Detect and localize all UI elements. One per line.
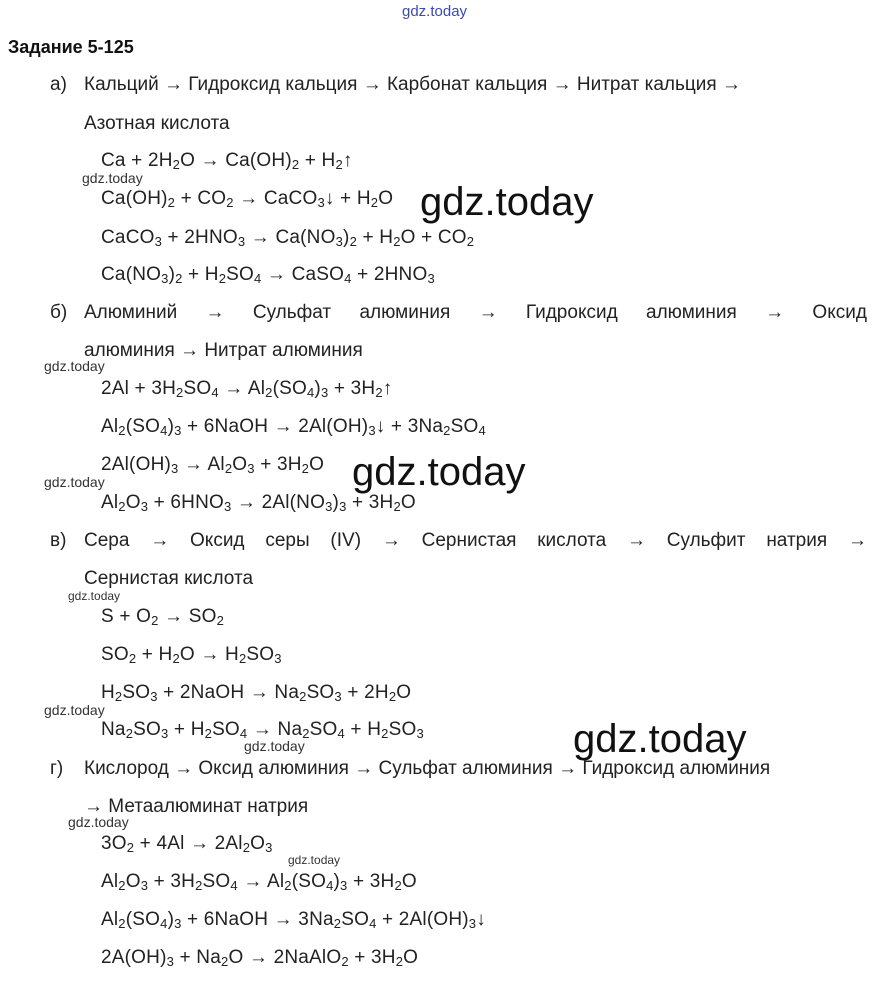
chain-word: алюминия [646,302,737,323]
section-a-marker: а) [50,74,67,95]
section-b-marker: б) [50,302,68,323]
equation: $Ca + 2H_2O \to Ca(OH)_2$ + $H_2↑$ [101,150,353,172]
watermark: gdz.today [44,474,105,490]
chain-word: кислота [537,530,607,551]
equation: $Al_2(SO_4)_3$ + 6NaOH → $2Al(OH)_3↓ + 3Na_2SO_4$ [101,416,486,438]
equation: $Ca(OH)_2 + CO_2$ → CaCO$_3$↓ + $H_2O$ [101,188,394,210]
chain-word: Гидроксид [525,302,618,323]
equation: $3O_2 + 4Al \to 2Al_2O_3$ [101,833,273,855]
equation: $SO_2 + H_2O \to H_2SO_3$ [101,644,282,666]
arrow-icon: → [847,530,867,551]
task-title: Задание 5-125 [8,37,134,57]
watermark: gdz.today [244,738,305,754]
equation: $S + O_2 \to SO_2$ [101,606,224,628]
chain-word: Оксид [812,302,867,323]
arrow-icon: → [381,530,401,551]
equation: $Al_2O_3 + 3H_2SO_4 \to Al_2(SO_4)_3 + 3H_2O$ [101,871,417,893]
chain-word: Сульфит [666,530,746,551]
watermark: gdz.today [68,589,121,603]
chain-word: Сера [84,530,130,551]
section-a-chain-line1: Кальций → Гидроксид кальция → Карбонат кальция → Нитрат кальция → [84,74,741,95]
equation: $2Al(OH)_3 \to Al_2O_3 + 3H_2O$ [101,454,325,476]
watermark-large: gdz.today [573,717,747,761]
chain-word: (IV) [330,530,362,551]
equation: $2A(OH)_3 + Na_2O$ → 2NaAlO$_2$ + $3H_2O$ [101,947,419,969]
arrow-icon: → [765,302,785,323]
arrow-icon: → [478,302,498,323]
arrow-icon: → [205,302,225,323]
chain-word: алюминия [359,302,451,323]
arrow-icon: → [626,530,646,551]
equation: $Al_2(SO_4)_3$ + 6NaOH → $3Na_2SO_4$ + $2Al(OH)_3↓$ [101,909,486,931]
chain-word: Сернистая [421,530,517,551]
watermark: gdz.today [44,358,105,374]
watermark: gdz.today [44,702,105,718]
arrow-icon: → [150,530,170,551]
section-b-chain-line1 [84,302,867,324]
section-d-chain-line1: Кислород → Оксид алюминия → Сульфат алюминия → Гидроксид алюминия [84,758,771,779]
equation: $H_2SO_3$ + 2NaOH → $Na_2SO_3 + 2H_2O$ [101,682,412,704]
watermark-large: gdz.today [420,180,594,224]
chain-word: Алюминий [84,302,178,323]
chain-word: Оксид [190,530,245,551]
section-a-chain-line2: Азотная кислота [84,113,230,134]
equation: $Na_2SO_3 + H_2SO_4 \to Na_2SO_4 + H_2SO_3$ [101,719,424,741]
equation: $Ca(NO_3)_2 + H_2SO_4$ → CaSO$_4$ + $2HNO_3$ [101,264,435,286]
equation: CaCO$_3$ + $2HNO_3 \to Ca(NO_3)_2 + H_2O + CO_2$ [101,227,475,249]
watermark: gdz.today [68,814,129,830]
section-d-marker: г) [50,758,64,779]
section-c-chain-line2: Сернистая кислота [84,568,254,589]
header-watermark: gdz.today [402,3,468,20]
chain-word: Сульфат [252,302,332,323]
chain-word: натрия [766,530,828,551]
section-c-chain-line1 [84,530,867,552]
watermark: gdz.today [82,170,143,186]
equation: $2Al + 3H_2SO_4 \to Al_2(SO_4)_3$ + $3H_2↑$ [101,378,393,400]
section-b-chain-line2: алюминия → Нитрат алюминия [84,340,363,361]
chain-word: серы [265,530,310,551]
watermark: gdz.today [288,853,341,867]
section-d-chain-line2: → Метаалюминат натрия [84,796,309,817]
section-c-marker: в) [50,530,67,551]
equation: $Al_2O_3 + 6HNO_3 \to 2Al(NO_3)_3 + 3H_2O$ [101,492,416,514]
watermark-large: gdz.today [352,450,526,494]
